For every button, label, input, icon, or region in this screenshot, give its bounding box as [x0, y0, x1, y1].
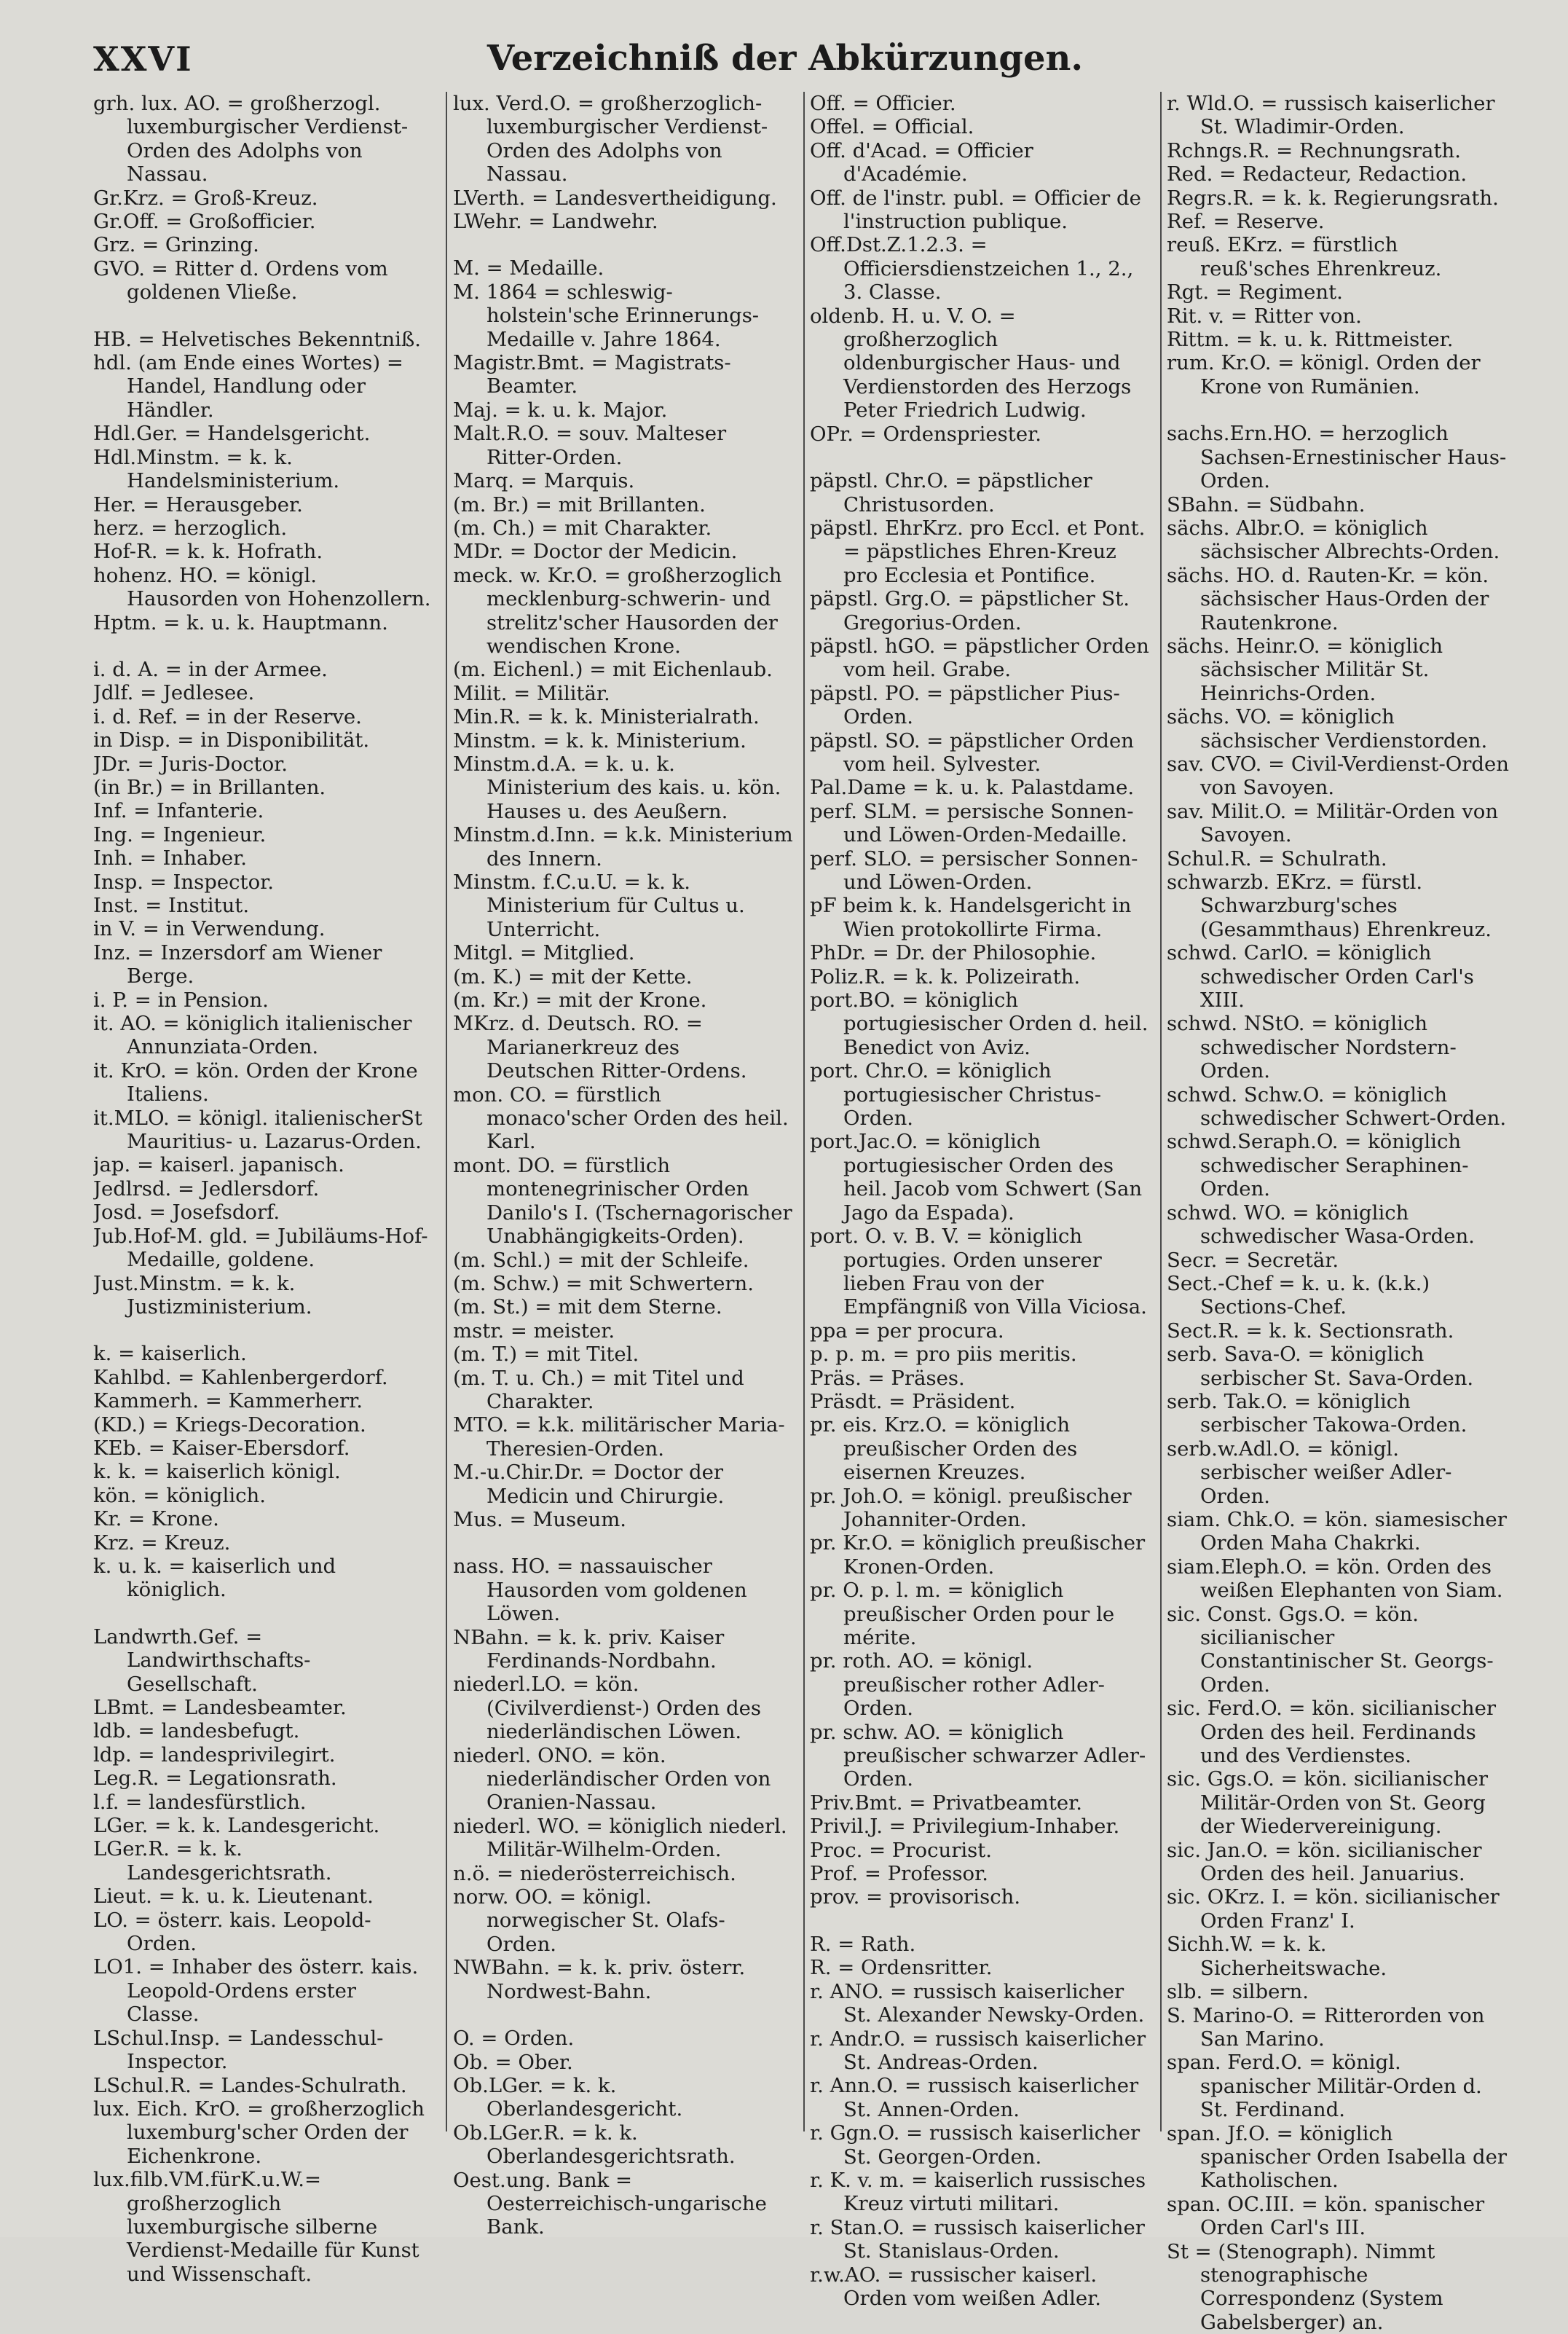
- abbreviation-entry: sächs. HO. d. Rauten-Kr. = kön. sächsischer Haus-Orden der Rautenkrone.: [1167, 563, 1489, 634]
- abbreviation-entry: sächs. VO. = königlich sächsischer Verdienstorden.: [1167, 705, 1488, 753]
- abbreviation-entry: M. 1864 = schleswig-holstein'sche Erinnerungs-Medaille v. Jahre 1864.: [453, 280, 760, 351]
- abbreviation-entry: schwd. Schw.O. = königlich schwedischer Schwert-Orden.: [1167, 1082, 1507, 1131]
- abbreviation-entry: port.Jac.O. = königlich portugiesischer Orden des heil. Jacob vom Schwert (San Jago da Espada).: [810, 1130, 1143, 1225]
- abbreviation-entry: SBahn. = Südbahn.: [1167, 492, 1366, 516]
- abbreviation-entry: KEb. = Kaiser-Ebersdorf.: [93, 1436, 350, 1460]
- abbreviation-entry: päpstl. SO. = päpstlicher Orden vom heil. Sylvester.: [810, 728, 1134, 776]
- abbreviation-entry: niederl.LO. = kön.(Civilverdienst-) Orden des niederländischen Löwen.: [453, 1673, 761, 1744]
- abbreviation-entry: grh. lux. AO. = großherzogl. luxemburgischer Verdienst-Orden des Adolphs von Nassau.: [93, 92, 409, 186]
- abbreviation-entry: (KD.) = Kriegs-Decoration.: [93, 1412, 366, 1437]
- abbreviation-entry: Ing. = Ingenieur.: [93, 822, 267, 846]
- abbreviation-entry: sic. Jan.O. = kön. sicilianischer Orden des heil. Januarius.: [1167, 1838, 1482, 1886]
- abbreviation-entry: GVO. = Ritter d. Ordens vom goldenen Vließe.: [93, 256, 388, 304]
- abbreviation-entry: in V. = in Verwendung.: [93, 917, 326, 941]
- abbreviation-entry: Marq. = Marquis.: [453, 469, 635, 493]
- page-number: XXVI: [93, 39, 193, 79]
- abbreviation-entry: LGer. = k. k. Landesgericht.: [93, 1814, 380, 1838]
- abbreviation-entry: Minstm.d.A. = k. u. k. Ministerium des kais. u. kön. Hauses u. des Aeußern.: [453, 752, 781, 823]
- abbreviation-entry: HB. = Helvetisches Bekenntniß.: [93, 327, 422, 351]
- abbreviation-entry: LBmt. = Landesbeamter.: [93, 1696, 347, 1719]
- abbreviation-entry: Schul.R. = Schulrath.: [1167, 846, 1387, 871]
- abbreviation-entry: pr. O. p. l. m. = königlich preußischer Orden pour le mérite.: [810, 1579, 1115, 1649]
- abbreviation-entry: hdl. (am Ende eines Wortes) = Handel, Handlung oder Händler.: [93, 351, 403, 422]
- abbreviation-entry: Insp. = Inspector.: [93, 870, 274, 894]
- abbreviation-entry: schwd. CarlO. = königlich schwedischer Orden Carl's XIII.: [1167, 941, 1474, 1013]
- abbreviation-entry: Priv.Bmt. = Privatbeamter.: [810, 1791, 1083, 1815]
- abbreviation-entry: k. = kaiserlich.: [93, 1342, 247, 1366]
- abbreviation-entry: päpstl. hGO. = päpstlicher Orden vom heil. Grabe.: [810, 634, 1149, 682]
- abbreviation-column-3: [810, 92, 1151, 2310]
- abbreviation-entry: Minstm. f.C.u.U. = k. k. Ministerium für Cultus u. Unterricht.: [453, 871, 745, 941]
- abbreviation-entry: Poliz.R. = k. k. Polizeirath.: [810, 964, 1081, 989]
- abbreviation-entry: Rit. v. = Ritter von.: [1167, 304, 1362, 328]
- abbreviation-entry: R. = Ordensritter.: [810, 1956, 993, 1980]
- abbreviation-entry: r. Stan.O. = russisch kaiserlicher St. Stanislaus-Orden.: [810, 2215, 1145, 2263]
- abbreviation-entry: Jdlf. = Jedlesee.: [93, 681, 255, 705]
- abbreviation-entry: mstr. = meister.: [453, 1319, 615, 1343]
- abbreviation-entry: R. = Rath.: [810, 1932, 916, 1956]
- abbreviation-entry: pr. Joh.O. = königl. preußischer Johanniter-Orden.: [810, 1484, 1132, 1531]
- abbreviation-entry: (m. Ch.) = mit Charakter.: [453, 516, 712, 540]
- abbreviation-entry: r. Ggn.O. = russisch kaiserlicher St. Georgen-Orden.: [810, 2121, 1140, 2169]
- abbreviation-entry: i. d. Ref. = in der Reserve.: [93, 704, 362, 728]
- abbreviation-entry: Off. d'Acad. = Officier d'Académie.: [810, 138, 1033, 186]
- abbreviation-entry: sachs.Ern.HO. = herzoglich Sachsen-Ernestinischer Haus-Orden.: [1167, 422, 1507, 493]
- abbreviation-entry: Jub.Hof-M. gld. = Jubiläums-Hof-Medaille, goldene.: [93, 1224, 428, 1272]
- abbreviation-entry: (m. Br.) = mit Brillanten.: [453, 492, 706, 516]
- abbreviation-entry: r. ANO. = russisch kaiserlicher St. Alexander Newsky-Orden.: [810, 1979, 1145, 2027]
- abbreviation-entry: Oest.ung. Bank = Oesterreichisch-ungarische Bank.: [453, 2168, 767, 2239]
- section-gap: [93, 1319, 434, 1342]
- abbreviation-entry: siam.Eleph.O. = kön. Orden des weißen Elephanten von Siam.: [1167, 1555, 1503, 1603]
- abbreviation-entry: r. Wld.O. = russisch kaiserlicher St. Wladimir-Orden.: [1167, 92, 1495, 139]
- abbreviation-entry: pr. roth. AO. = königl. preußischer rother Adler-Orden.: [810, 1649, 1105, 1721]
- abbreviation-entry: Gr.Off. = Großofficier.: [93, 210, 316, 234]
- abbreviation-entry: NWBahn. = k. k. priv. österr. Nordwest-Bahn.: [453, 1956, 746, 2003]
- abbreviation-entry: päpstl. Grg.O. = päpstlicher St. Gregorius-Orden.: [810, 587, 1130, 634]
- abbreviation-entry: MDr. = Doctor der Medicin.: [453, 540, 738, 564]
- abbreviation-entry: l.f. = landesfürstlich.: [93, 1790, 307, 1814]
- abbreviation-entry: Off.Dst.Z.1.2.3. = Officiersdienstzeichen 1., 2., 3. Classe.: [810, 233, 1134, 304]
- abbreviation-entry: pr. Kr.O. = königlich preußischer Kronen-Orden.: [810, 1531, 1146, 1579]
- abbreviation-entry: sächs. Heinr.O. = königlich sächsischer Militär St. Heinrichs-Orden.: [1167, 634, 1443, 705]
- abbreviation-entry: span. Jf.O. = königlich spanischer Orden Isabella der Katholischen.: [1167, 2121, 1508, 2193]
- abbreviation-entry: päpstl. PO. = päpstlicher Pius-Orden.: [810, 681, 1120, 729]
- abbreviation-entry: Privil.J. = Privilegium-Inhaber.: [810, 1815, 1120, 1839]
- abbreviation-entry: päpstl. Chr.O. = päpstlicher Christusorden.: [810, 469, 1092, 516]
- abbreviation-entry: n.ö. = niederösterreichisch.: [453, 1861, 736, 1885]
- abbreviation-entry: MTO. = k.k. militärischer Maria-Theresien-Orden.: [453, 1413, 785, 1461]
- abbreviation-entry: Präsdt. = Präsident.: [810, 1389, 1016, 1413]
- abbreviation-entry: Minstm. = k. k. Ministerium.: [453, 728, 746, 753]
- abbreviation-entry: OPr. = Ordenspriester.: [810, 422, 1041, 446]
- abbreviation-entry: r. Ann.O. = russisch kaiserlicher St. Annen-Orden.: [810, 2074, 1139, 2121]
- abbreviation-entry: Proc. = Procurist.: [810, 1838, 993, 1862]
- abbreviation-entry: (in Br.) = in Brillanten.: [93, 775, 326, 799]
- abbreviation-entry: M.-u.Chir.Dr. = Doctor der Medicin und Chirurgie.: [453, 1461, 725, 1508]
- abbreviation-entry: meck. w. Kr.O. = großherzoglich mecklenburg-schwerin- und strelitz'scher Hausorden der wendischen Krone.: [453, 563, 782, 658]
- abbreviation-entry: port.BO. = königlich portugiesischer Orden d. heil. Benedict von Aviz.: [810, 989, 1149, 1059]
- abbreviation-entry: Mitgl. = Mitglied.: [453, 941, 635, 965]
- abbreviation-entry: schwd.Seraph.O. = königlich schwedischer Seraphinen-Orden.: [1167, 1130, 1469, 1201]
- abbreviation-entry: Sichh.W. = k. k. Sicherheitswache.: [1167, 1933, 1387, 1980]
- abbreviation-entry: port. Chr.O. = königlich portugiesischer Christus-Orden.: [810, 1059, 1102, 1131]
- abbreviation-entry: (m. Kr.) = mit der Krone.: [453, 989, 707, 1013]
- abbreviation-entry: perf. SLO. = persischer Sonnen- und Löwen-Orden.: [810, 846, 1138, 894]
- abbreviation-entry: i. d. A. = in der Armee.: [93, 657, 328, 681]
- abbreviation-entry: rum. Kr.O. = königl. Orden der Krone von Rumänien.: [1167, 351, 1481, 398]
- abbreviation-entry: Milit. = Militär.: [453, 681, 610, 705]
- abbreviation-entry: reuß. EKrz. = fürstlich reuß'sches Ehrenkreuz.: [1167, 233, 1442, 280]
- abbreviation-entry: r. Andr.O. = russisch kaiserlicher St. Andreas-Orden.: [810, 2027, 1146, 2074]
- abbreviation-entry: M. = Medaille.: [453, 256, 604, 280]
- abbreviation-entry: Josd. = Josefsdorf.: [93, 1201, 280, 1225]
- abbreviation-entry: schwd. NStO. = königlich schwedischer Nordstern-Orden.: [1167, 1012, 1457, 1083]
- abbreviation-entry: it. KrO. = kön. Orden der Krone Italiens.: [93, 1058, 418, 1107]
- abbreviation-entry: LO1. = Inhaber des österr. kais. Leopold-Ordens erster Classe.: [93, 1955, 419, 2027]
- abbreviation-entry: LSchul.R. = Landes-Schulrath.: [93, 2073, 407, 2097]
- abbreviation-entry: k. u. k. = kaiserlich und königlich.: [93, 1554, 336, 1602]
- abbreviation-entry: oldenb. H. u. V. O. = großherzoglich oldenburgischer Haus- und Verdienstorden des Herzogs Peter Friedrich Ludwig.: [810, 304, 1132, 423]
- abbreviation-column-4: [1167, 92, 1509, 2334]
- abbreviation-entry: it. AO. = königlich italienischer Annunziata-Orden.: [93, 1012, 412, 1059]
- abbreviation-entry: Präs. = Präses.: [810, 1366, 965, 1390]
- abbreviation-entry: Regrs.R. = k. k. Regierungsrath.: [1167, 186, 1499, 210]
- abbreviation-entry: niederl. WO. = königlich niederl. Militär-Wilhelm-Orden.: [453, 1814, 787, 1862]
- abbreviation-entry: Secr. = Secretär.: [1167, 1248, 1339, 1272]
- section-gap: [93, 634, 434, 658]
- abbreviation-entry: Krz. = Kreuz.: [93, 1531, 231, 1555]
- abbreviation-entry: slb. = silbern.: [1167, 1980, 1309, 2004]
- abbreviation-entry: serb.w.Adl.O. = königl. serbischer weißer Adler-Orden.: [1167, 1437, 1452, 1508]
- column-divider: [803, 92, 805, 2131]
- abbreviation-entry: Inh. = Inhaber.: [93, 846, 247, 871]
- abbreviation-entry: Hptm. = k. u. k. Hauptmann.: [93, 610, 388, 634]
- abbreviation-entry: Inf. = Infanterie.: [93, 799, 264, 823]
- abbreviation-entry: prov. = provisorisch.: [810, 1885, 1021, 1909]
- abbreviation-entry: ppa = per procura.: [810, 1319, 1004, 1343]
- abbreviation-entry: päpstl. EhrKrz. pro Eccl. et Pont. = päpstliches Ehren-Kreuz pro Ecclesia et Pontifice.: [810, 516, 1146, 587]
- abbreviation-entry: r.w.AO. = russischer kaiserl. Orden vom weißen Adler.: [810, 2263, 1102, 2310]
- section-gap: [1167, 398, 1509, 422]
- abbreviation-entry: serb. Tak.O. = königlich serbischer Takowa-Orden.: [1167, 1389, 1467, 1437]
- abbreviation-entry: (m. T. u. Ch.) = mit Titel und Charakter.: [453, 1366, 744, 1413]
- abbreviation-entry: ldp. = landesprivilegirt.: [93, 1742, 336, 1767]
- abbreviation-entry: Jedlrsd. = Jedlersdorf.: [93, 1176, 320, 1201]
- abbreviation-entry: Off. = Officier.: [810, 92, 956, 115]
- abbreviation-entry: Mus. = Museum.: [453, 1507, 627, 1531]
- abbreviation-entry: Magistr.Bmt. = Magistrats-Beamter.: [453, 351, 731, 398]
- abbreviation-entry: (m. K.) = mit der Kette.: [453, 964, 693, 989]
- abbreviation-entry: Off. de l'instr. publ. = Officier de l'instruction publique.: [810, 186, 1141, 234]
- abbreviation-entry: siam. Chk.O. = kön. siamesischer Orden Maha Chakrki.: [1167, 1507, 1507, 1555]
- column-divider: [446, 92, 447, 2131]
- abbreviation-entry: Ob.LGer. = k. k. Oberlandesgericht.: [453, 2073, 683, 2121]
- abbreviation-entry: lux.filb.VM.fürK.u.W.= großherzoglich luxemburgische silberne Verdienst-Medaille für Kunst und Wissenschaft.: [93, 2168, 419, 2286]
- abbreviation-entry: (m. Schw.) = mit Schwertern.: [453, 1271, 755, 1295]
- abbreviation-entry: sic. Ggs.O. = kön. sicilianischer Militär-Orden von St. Georg der Wiedervereinigung.: [1167, 1767, 1489, 1839]
- abbreviation-entry: Malt.R.O. = souv. Malteser Ritter-Orden.: [453, 422, 727, 469]
- abbreviation-entry: span. OC.III. = kön. spanischer Orden Carl's III.: [1167, 2192, 1485, 2240]
- abbreviation-entry: schwarzb. EKrz. = fürstl. Schwarzburg'sches (Gesammthaus) Ehrenkreuz.: [1167, 871, 1492, 941]
- abbreviation-entry: herz. = herzoglich.: [93, 516, 288, 540]
- abbreviation-entry: (m. Schl.) = mit der Schleife.: [453, 1248, 749, 1272]
- abbreviation-entry: p. p. m. = pro piis meritis.: [810, 1343, 1077, 1367]
- abbreviation-column-1: [93, 92, 434, 2286]
- abbreviation-entry: mon. CO. = fürstlich monaco'scher Orden des heil. Karl.: [453, 1082, 789, 1154]
- abbreviation-entry: Sect.-Chef = k. u. k. (k.k.) Sections-Chef.: [1167, 1271, 1430, 1319]
- abbreviation-entry: (m. T.) = mit Titel.: [453, 1343, 639, 1367]
- abbreviation-entry: (m. St.) = mit dem Sterne.: [453, 1295, 722, 1319]
- abbreviation-entry: (m. Eichenl.) = mit Eichenlaub.: [453, 658, 773, 682]
- section-gap: [93, 1602, 434, 1625]
- abbreviation-entry: Min.R. = k. k. Ministerialrath.: [453, 705, 760, 729]
- abbreviation-entry: mont. DO. = fürstlich montenegrinischer Orden Danilo's I. (Tschernagorischer Unabhängigkeits-Orden).: [453, 1153, 792, 1249]
- section-gap: [453, 2003, 794, 2027]
- page-header: [93, 35, 1477, 86]
- abbreviation-entry: Kahlbd. = Kahlenbergerdorf.: [93, 1365, 388, 1389]
- abbreviation-entry: Kr. = Krone.: [93, 1507, 219, 1531]
- abbreviation-entry: sav. Milit.O. = Militär-Orden von Savoyen.: [1167, 799, 1499, 847]
- abbreviation-entry: sic. OKrz. I. = kön. sicilianischer Orden Franz' I.: [1167, 1885, 1500, 1933]
- abbreviation-entry: Gr.Krz. = Groß-Kreuz.: [93, 186, 318, 210]
- abbreviation-entry: Red. = Redacteur, Redaction.: [1167, 162, 1467, 186]
- column-divider: [1160, 92, 1162, 2131]
- abbreviation-entry: it.MLO. = königl. italienischerSt Mauritius- u. Lazarus-Orden.: [93, 1106, 422, 1154]
- abbreviation-entry: LVerth. = Landesvertheidigung.: [453, 186, 777, 210]
- abbreviation-entry: sächs. Albr.O. = königlich sächsischer Albrechts-Orden.: [1167, 516, 1500, 564]
- abbreviation-entry: Sect.R. = k. k. Sectionsrath.: [1167, 1319, 1454, 1343]
- abbreviation-entry: LSchul.Insp. = Landesschul-Inspector.: [93, 2026, 384, 2074]
- abbreviation-entry: St = (Stenograph). Nimmt stenographische Correspondenz (System Gabelsberger) an.: [1167, 2239, 1443, 2334]
- abbreviation-entry: lux. Verd.O. = großherzoglich-luxemburgischer Verdienst-Orden des Adolphs von Nassau.: [453, 92, 768, 186]
- abbreviation-entry: Offel. = Official.: [810, 115, 974, 139]
- abbreviation-entry: O. = Orden.: [453, 2027, 575, 2051]
- abbreviation-entry: PhDr. = Dr. der Philosophie.: [810, 941, 1097, 965]
- abbreviation-entry: Leg.R. = Legationsrath.: [93, 1767, 337, 1791]
- section-gap: [453, 1531, 794, 1555]
- abbreviation-entry: ldb. = landesbefugt.: [93, 1719, 300, 1743]
- page-title: Verzeichniß der Abkürzungen.: [486, 38, 1084, 79]
- abbreviation-entry: Grz. = Grinzing.: [93, 233, 259, 257]
- abbreviation-entry: k. k. = kaiserlich königl.: [93, 1460, 341, 1484]
- abbreviation-entry: MKrz. d. Deutsch. RO. = Marianerkreuz des Deutschen Ritter-Ordens.: [453, 1012, 747, 1083]
- abbreviation-entry: serb. Sava-O. = königlich serbischer St. Sava-Orden.: [1167, 1343, 1474, 1390]
- abbreviation-entry: pF beim k. k. Handelsgericht in Wien protokollirte Firma.: [810, 894, 1132, 941]
- abbreviation-entry: in Disp. = in Disponibilität.: [93, 728, 370, 753]
- abbreviation-entry: Hof-R. = k. k. Hofrath.: [93, 540, 323, 564]
- abbreviation-entry: Ob. = Ober.: [453, 2050, 573, 2074]
- abbreviation-entry: lux. Eich. KrO. = großherzoglich luxemburg'scher Orden der Eichenkrone.: [93, 2097, 425, 2168]
- abbreviation-entry: i. P. = in Pension.: [93, 988, 269, 1012]
- abbreviation-entry: pr. schw. AO. = königlich preußischer schwarzer Adler-Orden.: [810, 1720, 1146, 1791]
- abbreviation-entry: Lieut. = k. u. k. Lieutenant.: [93, 1885, 374, 1909]
- abbreviation-entry: Rittm. = k. u. k. Rittmeister.: [1167, 328, 1454, 352]
- abbreviation-entry: Pal.Dame = k. u. k. Palastdame.: [810, 776, 1135, 800]
- abbreviation-entry: Her. = Herausgeber.: [93, 492, 303, 516]
- abbreviation-entry: Rchngs.R. = Rechnungsrath.: [1167, 138, 1461, 162]
- abbreviation-entry: jap. = kaiserl. japanisch.: [93, 1153, 344, 1177]
- abbreviation-entry: schwd. WO. = königlich schwedischer Wasa-Orden.: [1167, 1201, 1475, 1249]
- abbreviation-entry: NBahn. = k. k. priv. Kaiser Ferdinands-Nordbahn.: [453, 1625, 725, 1673]
- section-gap: [93, 304, 434, 328]
- section-gap: [810, 1909, 1151, 1933]
- abbreviation-entry: port. O. v. B. V. = königlich portugies. Orden unserer lieben Frau von der Empfängniß von Villa Viciosa.: [810, 1225, 1147, 1319]
- abbreviation-entry: norw. OO. = königl. norwegischer St. Olafs-Orden.: [453, 1885, 725, 1956]
- abbreviation-entry: Maj. = k. u. k. Major.: [453, 398, 668, 422]
- abbreviation-entry: S. Marino-O. = Ritterorden von San Marino.: [1167, 2003, 1485, 2051]
- abbreviation-entry: Hdl.Minstm. = k. k. Handelsministerium.: [93, 445, 340, 493]
- abbreviation-entry: sav. CVO. = Civil-Verdienst-Orden von Savoyen.: [1167, 752, 1509, 800]
- abbreviation-entry: hohenz. HO. = königl. Hausorden von Hohenzollern.: [93, 563, 431, 611]
- abbreviation-entry: Prof. = Professor.: [810, 1862, 988, 1886]
- abbreviation-entry: Rgt. = Regiment.: [1167, 280, 1343, 304]
- abbreviation-column-2: [453, 92, 794, 2239]
- abbreviation-entry: Landwrth.Gef. = Landwirthschafts-Gesellschaft.: [93, 1624, 311, 1696]
- abbreviation-entry: Inz. = Inzersdorf am Wiener Berge.: [93, 940, 382, 989]
- abbreviation-entry: Minstm.d.Inn. = k.k. Ministerium des Innern.: [453, 823, 793, 871]
- abbreviation-entry: Inst. = Institut.: [93, 894, 250, 917]
- abbreviation-entry: pr. eis. Krz.O. = königlich preußischer Orden des eisernen Kreuzes.: [810, 1413, 1078, 1485]
- abbreviation-entry: nass. HO. = nassauischer Hausorden vom goldenen Löwen.: [453, 1555, 747, 1626]
- abbreviation-entry: JDr. = Juris-Doctor.: [93, 752, 288, 776]
- abbreviation-entry: Ref. = Reserve.: [1167, 210, 1325, 234]
- abbreviation-entry: LWehr. = Landwehr.: [453, 210, 658, 234]
- abbreviation-entry: kön. = königlich.: [93, 1483, 266, 1507]
- abbreviation-entry: Hdl.Ger. = Handelsgericht.: [93, 422, 371, 446]
- abbreviation-entry: sic. Const. Ggs.O. = kön. sicilianischer Constantinischer St. Georgs-Orden.: [1167, 1602, 1494, 1697]
- abbreviation-entry: niederl. ONO. = kön. niederländischer Orden von Oranien-Nassau.: [453, 1743, 771, 1815]
- abbreviation-entry: Ob.LGer.R. = k. k. Oberlandesgerichtsrath.: [453, 2121, 736, 2169]
- abbreviation-entry: Just.Minstm. = k. k. Justizministerium.: [93, 1271, 312, 1319]
- abbreviation-entry: LO. = österr. kais. Leopold-Orden.: [93, 1908, 371, 1956]
- abbreviation-entry: r. K. v. m. = kaiserlich russisches Kreuz virtuti militari.: [810, 2168, 1146, 2216]
- abbreviation-entry: LGer.R. = k. k. Landesgerichtsrath.: [93, 1837, 332, 1885]
- section-gap: [810, 446, 1151, 469]
- section-gap: [453, 233, 794, 256]
- abbreviation-entry: Kammerh. = Kammerherr.: [93, 1389, 363, 1413]
- abbreviation-entry: span. Ferd.O. = königl. spanischer Militär-Orden d. St. Ferdinand.: [1167, 2051, 1482, 2122]
- abbreviation-entry: sic. Ferd.O. = kön. sicilianischer Orden des heil. Ferdinands und des Verdienstes.: [1167, 1697, 1496, 1768]
- abbreviation-entry: perf. SLM. = persische Sonnen- und Löwen-Orden-Medaille.: [810, 799, 1134, 847]
